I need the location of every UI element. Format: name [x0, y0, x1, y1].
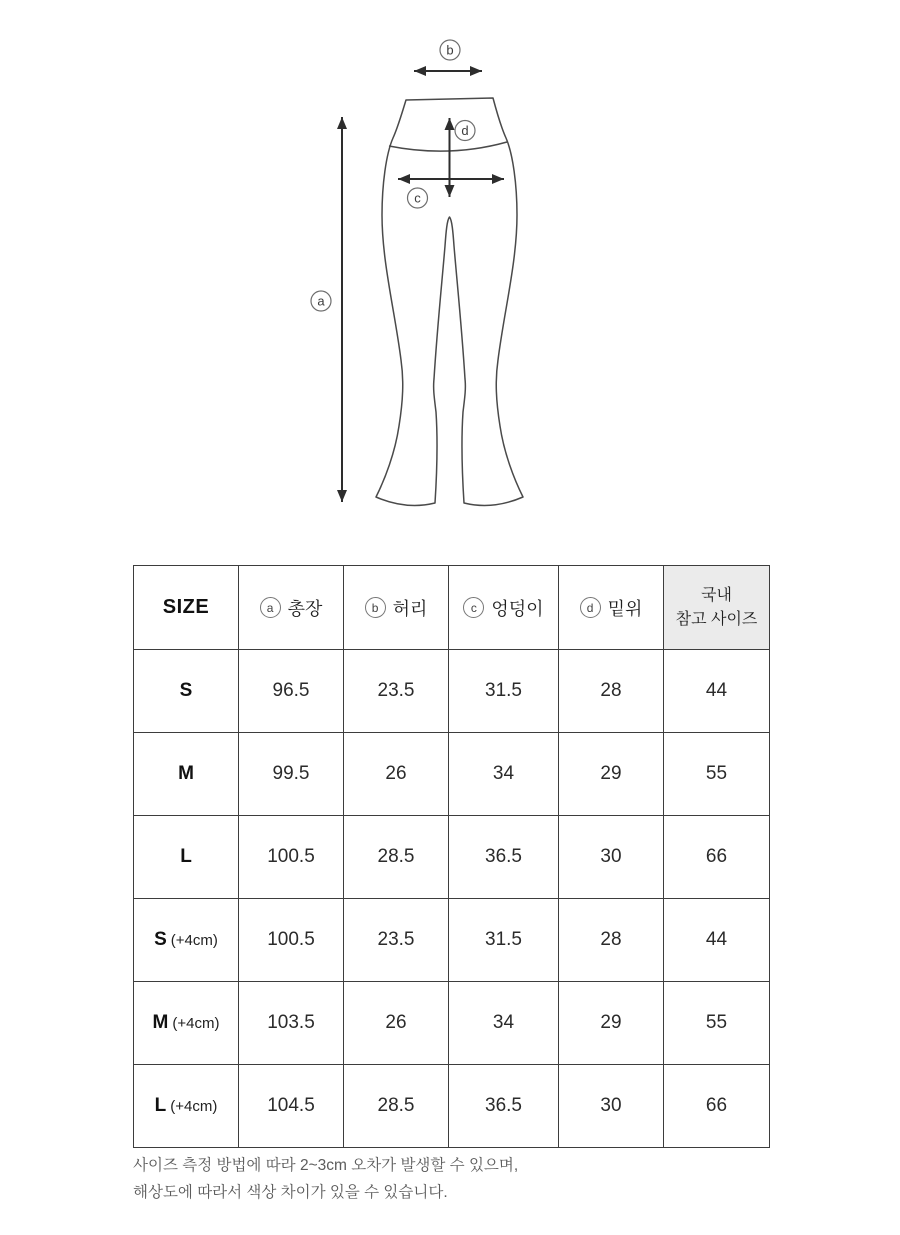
cell-hip: 36.5 [449, 1065, 559, 1148]
cell-rise: 30 [559, 1065, 664, 1148]
cell-total-length: 100.5 [239, 816, 344, 899]
cell-total-length: 96.5 [239, 650, 344, 733]
circled-b-icon: b [365, 597, 386, 618]
cell-rise: 28 [559, 899, 664, 982]
col-label-waist: 허리 [392, 598, 428, 619]
size-text: L [154, 1095, 167, 1116]
col-header-hip [449, 566, 559, 650]
cell-kr-size: 44 [664, 650, 770, 733]
cell-total-length: 100.5 [239, 899, 344, 982]
cell-waist: 23.5 [344, 650, 449, 733]
cell-kr-size: 55 [664, 733, 770, 816]
size-table-header [134, 566, 770, 650]
circled-c-icon: c [463, 597, 484, 618]
cell-waist: 28.5 [344, 1065, 449, 1148]
row-label-l-plus4 [134, 1065, 239, 1148]
table-row-s-plus4 [134, 899, 770, 982]
cell-total-length: 103.5 [239, 982, 344, 1065]
table-row-m-plus4 [134, 982, 770, 1065]
size-disclaimer [133, 1152, 518, 1206]
col-header-waist [344, 566, 449, 650]
cell-rise: 29 [559, 982, 664, 1065]
size-text: M [178, 763, 194, 784]
size-table-body [134, 650, 770, 1148]
size-suffix: (+4cm) [170, 1098, 218, 1115]
row-label-m [134, 733, 239, 816]
table-row-m [134, 733, 770, 816]
cell-waist: 26 [344, 982, 449, 1065]
row-label-s [134, 650, 239, 733]
cell-hip: 31.5 [449, 899, 559, 982]
size-suffix: (+4cm) [170, 932, 218, 949]
cell-kr-size: 66 [664, 1065, 770, 1148]
size-suffix: (+4cm) [172, 1015, 220, 1032]
cell-kr-size: 44 [664, 899, 770, 982]
row-label-m-plus4 [134, 982, 239, 1065]
col-header-kr-reference-size [664, 566, 770, 650]
cell-rise: 30 [559, 816, 664, 899]
marker-a-letter: a [317, 293, 325, 309]
row-label-l [134, 816, 239, 899]
cell-hip: 34 [449, 982, 559, 1065]
cell-waist: 23.5 [344, 899, 449, 982]
table-row-s [134, 650, 770, 733]
marker-d-letter: d [461, 123, 469, 139]
cell-rise: 29 [559, 733, 664, 816]
marker-d-icon [455, 121, 475, 141]
size-text: S [154, 929, 167, 950]
col-header-size [134, 566, 239, 650]
cell-kr-size: 66 [664, 816, 770, 899]
size-header-label: SIZE [162, 596, 210, 618]
row-label-s-plus4 [134, 899, 239, 982]
cell-kr-size: 55 [664, 982, 770, 1065]
circled-d-icon: d [580, 597, 601, 618]
cell-hip: 31.5 [449, 650, 559, 733]
circled-a-icon: a [260, 597, 281, 618]
pants-measurement-diagram [0, 0, 900, 545]
col-label-rise: 밑위 [607, 598, 643, 619]
cell-rise: 28 [559, 650, 664, 733]
col-header-rise [559, 566, 664, 650]
kr-size-header-line1: 국내 [701, 587, 732, 605]
kr-size-header-line2: 참고 사이즈 [675, 610, 758, 628]
marker-c-icon [408, 188, 428, 208]
marker-c-letter: c [414, 190, 421, 206]
cell-total-length: 104.5 [239, 1065, 344, 1148]
size-text: S [179, 680, 193, 701]
cell-hip: 36.5 [449, 816, 559, 899]
pants-diagram-svg [0, 0, 900, 545]
disclaimer-line2: 해상도에 따라서 색상 차이가 있을 수 있습니다. [133, 1184, 448, 1202]
marker-a-icon [311, 291, 331, 311]
marker-b-letter: b [446, 42, 454, 58]
size-text: L [180, 846, 192, 867]
marker-b-icon [440, 40, 460, 60]
disclaimer-line1: 사이즈 측정 방법에 따라 2~3cm 오차가 발생할 수 있으며, [133, 1157, 519, 1174]
col-label-hip: 엉덩이 [491, 598, 544, 619]
cell-total-length: 99.5 [239, 733, 344, 816]
cell-waist: 26 [344, 733, 449, 816]
size-table [133, 565, 770, 1148]
table-row-l-plus4 [134, 1065, 770, 1148]
col-label-total-length: 총장 [287, 598, 323, 619]
cell-waist: 28.5 [344, 816, 449, 899]
table-row-l [134, 816, 770, 899]
col-header-total-length [239, 566, 344, 650]
header-row [134, 566, 770, 650]
cell-hip: 34 [449, 733, 559, 816]
size-text: M [152, 1012, 169, 1033]
